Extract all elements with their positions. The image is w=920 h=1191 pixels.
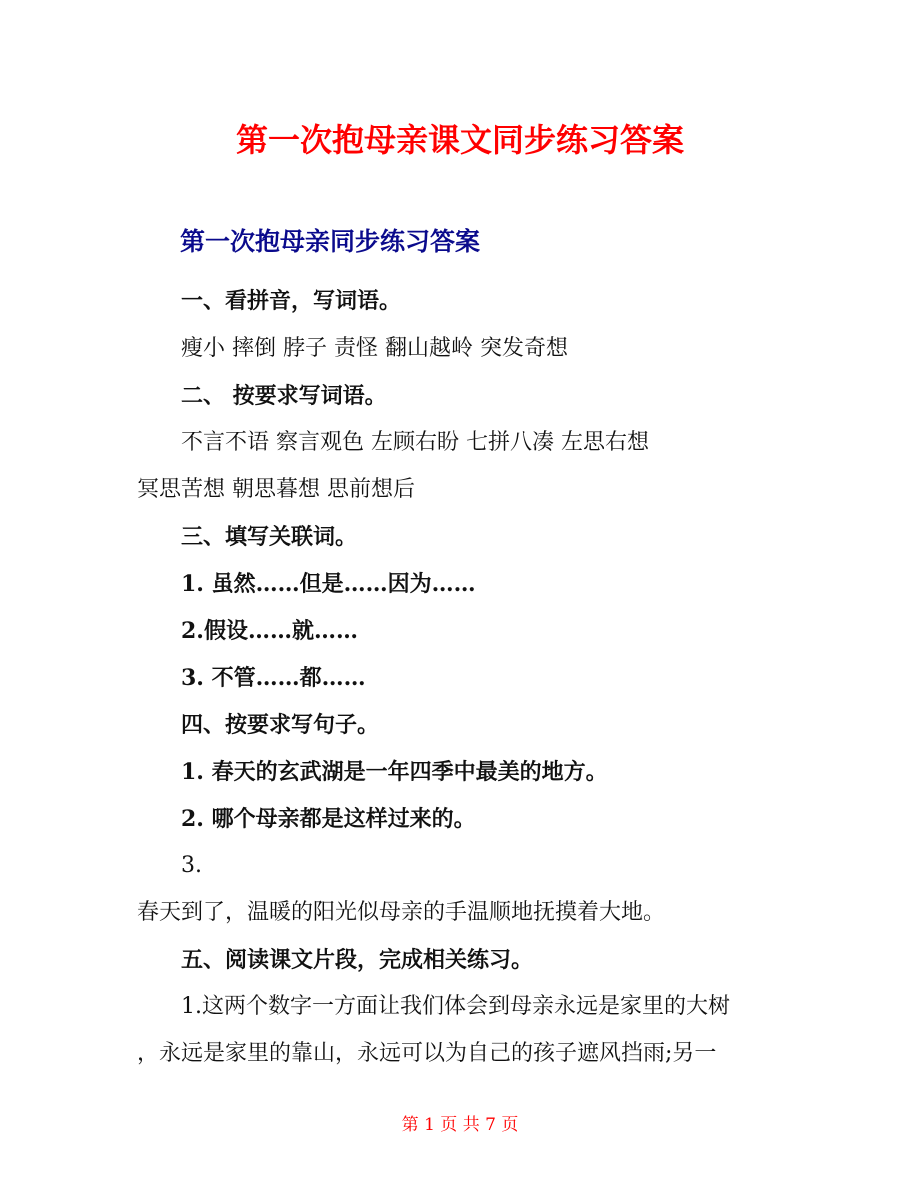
document-title: 第一次抱母亲课文同步练习答案 bbox=[235, 121, 684, 159]
answer-line: 1. 虽然……但是……因为…… bbox=[181, 571, 476, 597]
answer-line: ，永远是家里的靠山，永远可以为自己的孩子遮风挡雨;另一 bbox=[137, 1041, 717, 1066]
answer-line: 不言不语 察言观色 左顾右盼 七拼八凑 左思右想 bbox=[181, 430, 649, 455]
answer-line: 春天到了，温暖的阳光似母亲的手温顺地抚摸着大地。 bbox=[137, 900, 666, 925]
answer-line: 2.假设……就…… bbox=[181, 618, 358, 644]
answer-line: 1. 春天的玄武湖是一年四季中最美的地方。 bbox=[181, 759, 608, 785]
page-footer: 第 1 页 共 7 页 bbox=[401, 1115, 519, 1135]
answer-line: 瘦小 摔倒 脖子 责怪 翻山越岭 突发奇想 bbox=[181, 336, 568, 361]
answer-line: 冥思苦想 朝思暮想 思前想后 bbox=[137, 477, 415, 502]
section-heading-1: 一、看拼音，写词语。 bbox=[181, 288, 402, 314]
answer-line: 2. 哪个母亲都是这样过来的。 bbox=[181, 806, 476, 832]
document-subtitle: 第一次抱母亲同步练习答案 bbox=[180, 227, 481, 256]
section-heading-2: 二、 按要求写词语。 bbox=[181, 383, 387, 409]
answer-line: 3. 不管……都…… bbox=[181, 665, 366, 691]
section-heading-4: 四、按要求写句子。 bbox=[181, 712, 380, 738]
answer-line: 1.这两个数字一方面让我们体会到母亲永远是家里的大树 bbox=[181, 994, 730, 1019]
section-heading-3: 三、填写关联词。 bbox=[181, 524, 358, 550]
answer-line: 3. bbox=[181, 853, 202, 878]
section-heading-5: 五、阅读课文片段，完成相关练习。 bbox=[181, 947, 534, 973]
